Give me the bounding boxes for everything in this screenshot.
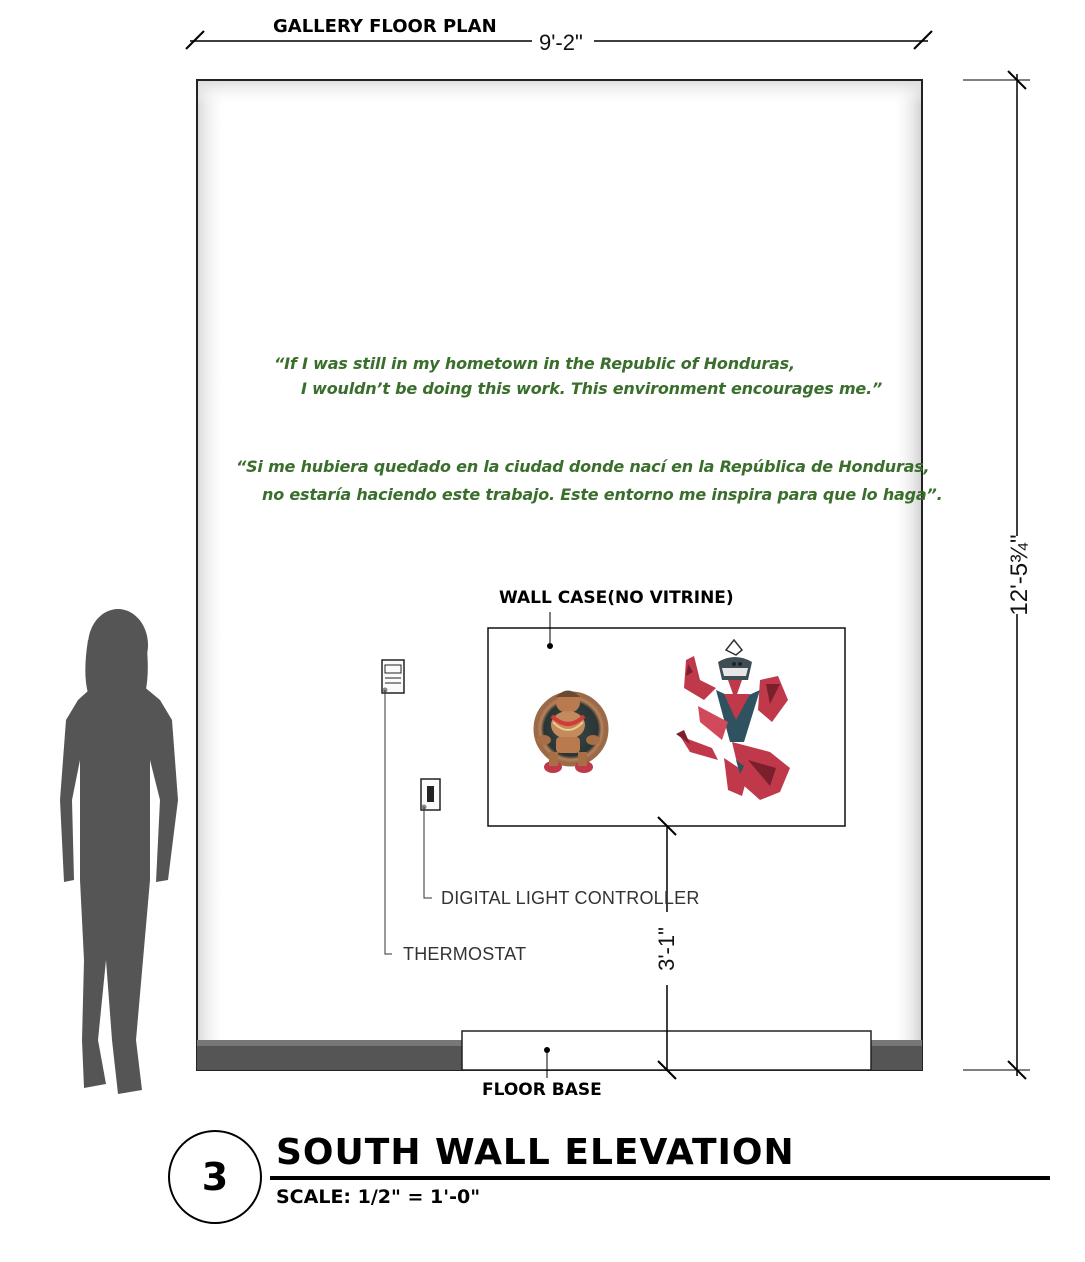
drawing-number-badge	[168, 1130, 262, 1224]
thermostat-label: THERMOSTAT	[403, 944, 527, 964]
drawing-scale: SCALE: 1/2" = 1'-0"	[276, 1186, 481, 1208]
drawing-title: SOUTH WALL ELEVATION	[276, 1132, 795, 1173]
case-height-dimension-text: 3'-1"	[654, 927, 679, 971]
quote-spanish-line2: no estaría haciendo este trabajo. Este entorno me inspira para que lo haga”.	[262, 485, 943, 504]
quote-spanish-line1: “Si me hubiera quedado en la ciudad donde nací en la República de Honduras,	[236, 457, 930, 476]
width-dimension-text: 9'-2"	[539, 30, 583, 55]
digital-light-controller-label: DIGITAL LIGHT CONTROLLER	[441, 888, 700, 908]
drawing-number: 3	[201, 1155, 229, 1199]
human-silhouette	[60, 609, 178, 1094]
gallery-floor-plan-label: GALLERY FLOOR PLAN	[273, 16, 497, 37]
quote-english-line1: “If I was still in my hometown in the Republic of Honduras,	[274, 354, 795, 373]
wall-case-label: WALL CASE(NO VITRINE)	[499, 588, 734, 608]
south-wall	[197, 80, 922, 1070]
quote-english-line2: I wouldn’t be doing this work. This environment encourages me.”	[301, 379, 883, 398]
floor-base-label: FLOOR BASE	[482, 1080, 602, 1100]
height-dimension-text: 12'-5¾"	[1006, 534, 1033, 616]
